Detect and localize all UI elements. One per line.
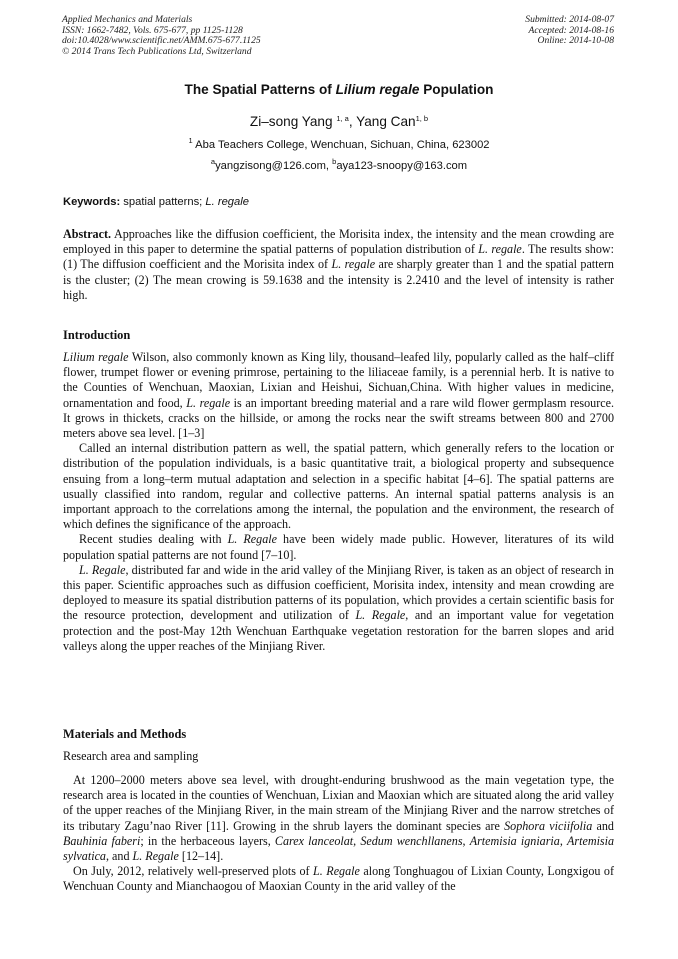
dates-header xyxy=(525,15,614,47)
journal-header xyxy=(62,15,261,57)
author-2: Yang Can xyxy=(356,114,416,129)
emails-line: $^a$yangzisong@126.com, $^b$aya123-snoopy@163.com xyxy=(210,157,468,172)
online-date: Online: 2014-10-08 xyxy=(537,35,614,47)
methods-subheading: Research area and sampling xyxy=(63,749,199,763)
methods-heading: Materials and Methods xyxy=(63,727,187,741)
email-a[interactable]: yangzisong@126.com, xyxy=(215,160,333,172)
paper-title: The Spatial Patterns of Lilium regale Population xyxy=(184,82,494,97)
introduction-heading: Introduction xyxy=(63,328,131,342)
email-b[interactable]: aya123-snoopy@163.com xyxy=(336,160,468,172)
submitted-date: Submitted: 2014-08-07 xyxy=(525,14,614,25)
doi-line[interactable]: doi:10.4028/www.scientific.net/AMM.675-677.1125 xyxy=(62,35,261,47)
intro-paragraph-3: Recent studies dealing with L. Regale have been widely made public. However, literatures of its wild population spatial patterns are not found [7–10]. xyxy=(63,532,614,562)
keywords-line: Keywords: spatial patterns; L. regale xyxy=(63,196,249,208)
author-1: Zi–song Yang xyxy=(249,114,333,129)
methods-paragraph-2: On July, 2012, relatively well-preserved plots of L. Regale along Tonghuagou of Lixian County, Longxigou of Wenchuan County and Mianchaogou of Maoxian County in the arid valley of the xyxy=(63,864,615,894)
issn-line: ISSN: 1662-7482, Vols. 675-677, pp 1125-1128 xyxy=(62,24,243,36)
intro-paragraph-2: Called an internal distribution pattern as well, the spatial pattern, which generally refers to the location or distribution of the population individuals, is a basic quantitative trait, a biological property and subsequence ensuing from a long–term mutual adaptation and selection in a specific habitat [4–6]. The spatial patterns are usually classified into random, regular and collective patterns. An internal spatial patterns analysis is an important approach to the correlations among the internal, the population and the environment, the research of which defines the significance of the approach. xyxy=(63,441,614,532)
abstract-paragraph: Abstract. Approaches like the diffusion coefficient, the Morisita index, the intensity and the mean crowding are employed in this paper to determine the spatial patterns of population distribution of L. regale. The results show: (1) The diffusion coefficient and the Morisita index of L. regale are sharply greater than 1 and the spatial pattern is the cluster; (2) The mean crowing is 59.1638 and the intensity is 2.2410 and the level of intensity is rather high. xyxy=(63,227,614,302)
affiliation-line: $^1$ Aba Teachers College, Wenchuan, Sichuan, China, 623002 xyxy=(188,136,490,151)
introduction-body xyxy=(63,350,614,654)
intro-paragraph-1: Lilium regale Wilson, also commonly known as King lily, thousand–leafed lily, popularly called as the half–cliff flower, trumpet flower or evening primrose, pertaining to the liliaceae family, is a perennial herb. It is native to the Counties of Wenchuan, Maoxian, Lixian and Heishui, Sichuan,China. With higher values in medicine, ornamentation and food, L. regale is an important breeding material and a rare wild flower germplasm resource. It grows in thickets, cracks on the hillside, or among the rocks near the swift streams between 800 and 2700 meters above sea level. [1–3] xyxy=(63,350,614,441)
journal-name: Applied Mechanics and Materials xyxy=(62,14,193,25)
authors-line: Zi–song Yang $^{1, a}$, Yang Can$^{1, b}$ xyxy=(249,114,429,129)
copyright-line: © 2014 Trans Tech Publications Ltd, Switzerland xyxy=(62,45,252,57)
methods-body xyxy=(63,773,614,895)
accepted-date: Accepted: 2014-08-16 xyxy=(528,24,614,36)
methods-paragraph-1: At 1200–2000 meters above sea level, with drought-enduring brushwood as the main vegetation type, the research area is located in the counties of Wenchuan, Lixian and Maoxian which are situated along the arid valley of the upper reaches of the Minjiang River, in the main stream of the Minjiang River and the narrow stretches of its tributary Zagu’nao River [11]. Growing in the shrub layers the dominant species are Sophora viciifolia and Bauhinia faberi; in the herbaceous layers, Carex lanceolat, Sedum wenchllanens, Artemisia igniaria, Artemisia sylvatica, and L. Regale [12–14]. xyxy=(63,773,615,864)
intro-paragraph-4: L. Regale, distributed far and wide in the arid valley of the Minjiang River, is taken as an object of research in this paper. Scientific approaches such as diffusion coefficient, Morisita index, intensity and mean crowding are deployed to measure its spatial distribution patterns of its population, which provides a certain scientific basis for the resource protection, development and utilization of L. Regale, and an important value for vegetation protection and the post-May 12th Wenchuan Earthquake vegetation restoration for the barren slopes and arid valleys along the upper reaches of the Minjiang River. xyxy=(63,562,614,653)
